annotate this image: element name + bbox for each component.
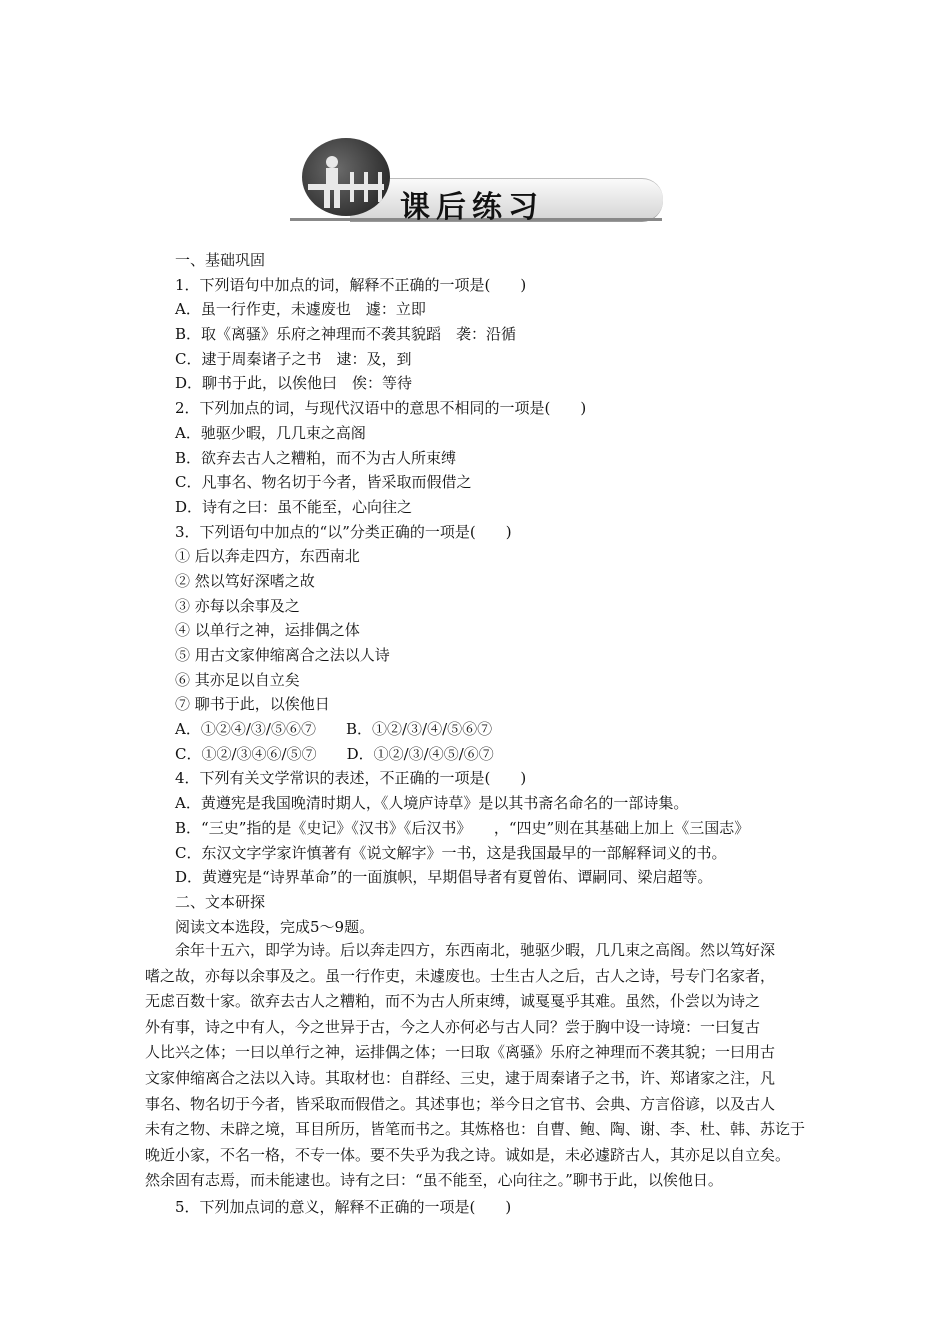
q4-option-c: C．东汉文字学家许慎著有《说文解字》一书，这是我国最早的一部解释词义的书。 <box>175 843 727 862</box>
passage-line: 外有事，诗之中有人，今之世异于古，今之人亦何必与古人同？尝于胸中设一诗境：一曰复古 <box>145 1017 761 1036</box>
q1-option-a: A．虽一行作吏，未遽废也 遽：立即 <box>175 300 426 319</box>
question-4: 4．下列有关文学常识的表述，不正确的一项是( ) <box>175 769 527 788</box>
passage-line: 嗜之故，亦每以余事及之。虽一行作吏，未遽废也。士生古人之后，古人之诗，号专门名家者， <box>145 966 776 985</box>
q2-option-b: B．欲弃去古人之糟粕，而不为古人所束缚 <box>175 448 457 467</box>
question-2: 2．下列加点的词，与现代汉语中的意思不相同的一项是( ) <box>175 399 587 418</box>
section-heading: 二、文本研探 <box>175 892 266 911</box>
passage-line: 事名、物名切于今者，皆采取而假借之。其述事也；举今日之官书、会典、方言俗谚，以及古人 <box>145 1094 776 1113</box>
banner-illustration <box>302 138 390 216</box>
section-heading: 一、基础巩固 <box>175 251 266 269</box>
passage <box>145 938 820 1194</box>
q2-option-a: A．驰驱少暇，几几束之高阁 <box>175 423 366 442</box>
q4-option-b: B．“三史”指的是《史记》《汉书》《后汉书》 ，“四史”则在其基础上加上《三国志》 <box>175 818 750 837</box>
question-3: 3．下列语句中加点的“以”分类正确的一项是( ) <box>175 522 512 541</box>
passage-line: 无虑百数十家。欲弃去古人之糟粕，而不为古人所束缚，诚戛戛乎其难。虽然，仆尝以为诗之 <box>145 992 761 1011</box>
q3-item-3: ③ 亦每以余事及之 <box>175 596 300 615</box>
q3-options-cd: C．①②/③④⑥/⑤⑦ D．①②/③/④⑤/⑥⑦ <box>175 744 494 763</box>
q4-option-d: D．黄遵宪是“诗界革命”的一面旗帜，早期倡导者有夏曾佑、谭嗣同、梁启超等。 <box>175 868 713 887</box>
q1-option-d: D．聊书于此，以俟他曰 俟：等待 <box>175 374 413 393</box>
q2-option-c: C．凡事名、物名切于今者，皆采取而假借之 <box>175 473 472 492</box>
q3-item-4: ④ 以单行之神，运排偶之体 <box>175 621 360 640</box>
q1-option-c: C．逮于周秦诸子之书 逮：及，到 <box>175 349 412 368</box>
passage-line: 然余固有志焉，而未能逮也。诗有之曰：“虽不能至，心向往之。”聊书于此，以俟他日。 <box>145 1171 723 1190</box>
q2-option-d: D．诗有之曰：虽不能至，心向往之 <box>175 497 413 516</box>
passage-line: 未有之物、未辟之境，耳目所历，皆笔而书之。其炼格也：自曹、鲍、陶、谢、李、杜、韩、苏讫于 <box>145 1120 806 1139</box>
q4-option-a: A．黄遵宪是我国晚清时期人，《人境庐诗草》是以其书斋名命名的一部诗集。 <box>175 794 689 813</box>
passage-line: 文家伸缩离合之法以入诗。其取材也：自群经、三史，逮于周秦诸子之书，许、郑诸家之注，凡 <box>145 1068 776 1087</box>
q3-item-5: ⑤ 用古文家伸缩离合之法以人诗 <box>175 646 390 664</box>
question-1: 1．下列语句中加点的词，解释不正确的一项是( ) <box>175 275 527 294</box>
q1-option-b: B．取《离骚》乐府之神理而不袭其貌蹈 袭：沿循 <box>175 325 517 344</box>
q3-item-1: ① 后以奔走四方，东西南北 <box>175 547 360 566</box>
banner-title: 课后练习 <box>400 190 544 225</box>
exercise-list <box>175 248 830 939</box>
passage-line: 余年十五六，即学为诗。后以奔走四方，东西南北，驰驱少暇，几几束之高阁。然以笃好深 <box>175 941 776 959</box>
q3-item-2: ② 然以笃好深嗜之故 <box>175 571 315 590</box>
passage-line: 人比兴之体；一曰以单行之神，运排偶之体；一曰取《离骚》乐府之神理而不袭其貌；一曰用古 <box>145 1043 776 1062</box>
question-5: 5．下列加点词的意义，解释不正确的一项是( ) <box>175 1198 512 1216</box>
q3-item-6: ⑥ 其亦足以自立矣 <box>175 670 300 689</box>
reading-instruction: 阅读文本选段，完成5～9题。 <box>175 917 375 936</box>
passage-line: 晚近小家，不名一格，不专一体。要不失乎为我之诗。诚如是，未必遽跻古人，其亦足以自立矣。 <box>145 1145 791 1164</box>
q3-options-ab: A．①②④/③/⑤⑥⑦ B．①②/③/④/⑤⑥⑦ <box>175 720 493 739</box>
q3-item-7: ⑦ 聊书于此，以俟他日 <box>175 695 330 714</box>
header-banner <box>290 138 665 224</box>
